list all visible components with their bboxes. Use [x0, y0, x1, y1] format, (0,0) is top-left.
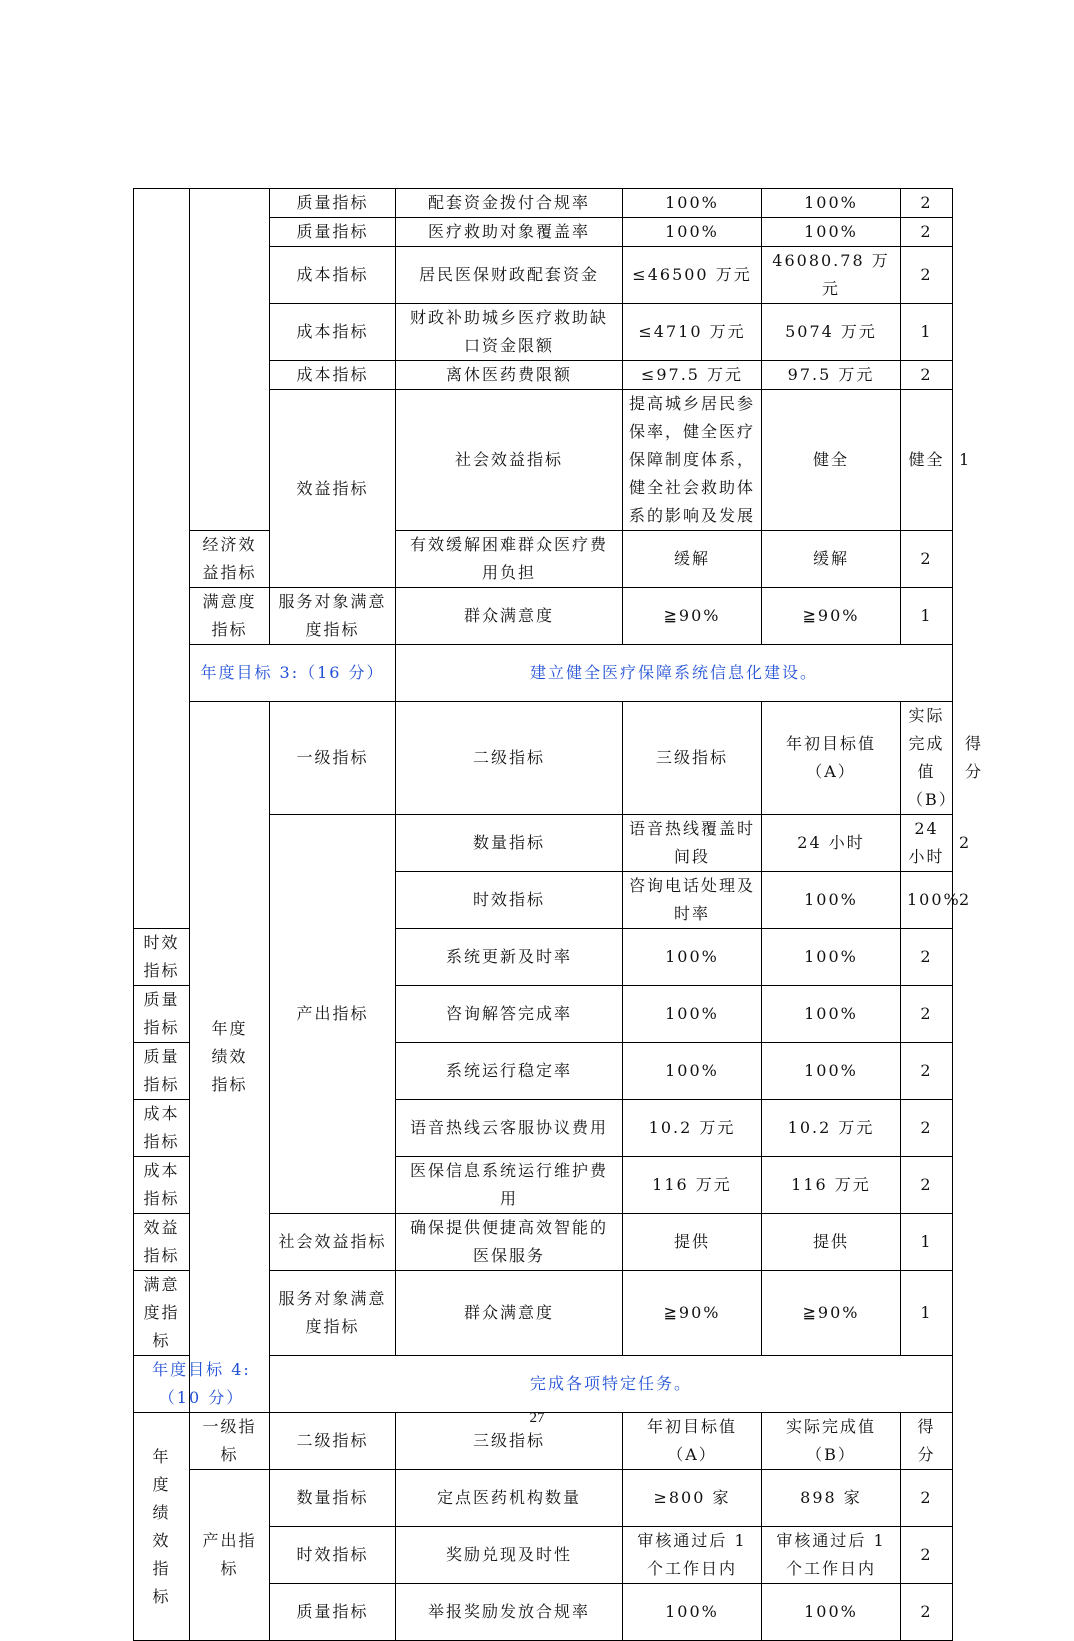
table-cell: 100%: [762, 929, 901, 986]
table-cell: 成本指标: [270, 361, 396, 390]
table-cell: ≧90%: [623, 1271, 762, 1356]
table-cell: 时效指标: [396, 872, 623, 929]
table-cell: 2: [901, 1157, 953, 1214]
table-cell: 116 万元: [762, 1157, 901, 1214]
table-cell: 46080.78 万元: [762, 247, 901, 304]
table-cell: 奖励兑现及时性: [396, 1527, 623, 1584]
table-cell: 财政补助城乡医疗救助缺口资金限额: [396, 304, 623, 361]
table-cell: 实际完成值（B）: [762, 1413, 901, 1470]
page-number: 27: [529, 1410, 545, 1426]
table-cell: 100%: [623, 986, 762, 1043]
table-cell: 成本指标: [134, 1100, 190, 1157]
table-cell: 100%: [623, 218, 762, 247]
table-row: 效益指标 社会效益指标 提高城乡居民参保率，健全医疗保障制度体系，健全社会救助体系的影响及发展 健全 健全 1: [134, 390, 953, 531]
table-cell: 年初目标值（A）: [623, 1413, 762, 1470]
table-cell: 100%: [623, 1584, 762, 1641]
table-cell: 二级指标: [270, 1413, 396, 1470]
table-cell: 群众满意度: [396, 588, 623, 645]
table-cell: ≧90%: [762, 1271, 901, 1356]
table-cell: 1: [901, 1214, 953, 1271]
table-cell: ≤46500 万元: [623, 247, 762, 304]
table-cell: 缓解: [623, 531, 762, 588]
table-row: [134, 1470, 953, 1527]
table-cell: 10.2 万元: [623, 1100, 762, 1157]
table-cell: 100%: [762, 1043, 901, 1100]
table-cell: 有效缓解困难群众医疗费用负担: [396, 531, 623, 588]
table-cell: 100%: [762, 872, 901, 929]
table-cell: 健全: [762, 390, 901, 531]
table-cell: 医保信息系统运行维护费用: [396, 1157, 623, 1214]
table-cell: 2: [901, 218, 953, 247]
table-cell: 成本指标: [270, 304, 396, 361]
table-cell: 100%: [623, 929, 762, 986]
side-label: 年度绩效指标: [134, 1413, 190, 1641]
table-cell: 2: [901, 189, 953, 218]
table-cell: 社会效益指标: [270, 1214, 396, 1271]
table-row: 产出指标 数量指标 语音热线覆盖时间段 24 小时 24 小时 2: [134, 815, 953, 872]
table-cell: 一级指标: [190, 1413, 270, 1470]
table-cell: 质量指标: [134, 986, 190, 1043]
table-cell: 质量指标: [270, 189, 396, 218]
table-cell: 97.5 万元: [762, 361, 901, 390]
table-cell: 离休医药费限额: [396, 361, 623, 390]
table-cell: 语音热线覆盖时间段: [623, 815, 762, 872]
table-cell: 得分: [901, 1413, 953, 1470]
table-cell: 一级指标: [270, 702, 396, 815]
table-cell: 二级指标: [396, 702, 623, 815]
table-cell: 医疗救助对象覆盖率: [396, 218, 623, 247]
table-cell: 100%: [762, 218, 901, 247]
level1-empty: [190, 189, 270, 531]
table-cell: 缓解: [762, 531, 901, 588]
table-cell: 116 万元: [623, 1157, 762, 1214]
table-cell: 语音热线云客服协议费用: [396, 1100, 623, 1157]
table-cell: 成本指标: [270, 247, 396, 304]
table-cell: 居民医保财政配套资金: [396, 247, 623, 304]
table-cell: 经济效益指标: [190, 531, 270, 588]
table-cell: 质量指标: [270, 218, 396, 247]
table-cell: 2: [901, 986, 953, 1043]
goal-text: 建立健全医疗保障系统信息化建设。: [396, 645, 953, 702]
level1-output: 产出指标: [270, 815, 396, 1214]
table-cell: 100%: [623, 189, 762, 218]
goal-row: [134, 645, 953, 702]
table-cell: 100%: [762, 189, 901, 218]
table-row: [134, 588, 953, 645]
level1-benefit: 效益指标: [270, 390, 396, 588]
table-cell: 提供: [762, 1214, 901, 1271]
table-row: 时效指标 咨询电话处理及时率 100% 100% 2: [134, 872, 953, 929]
table-cell: 时效指标: [270, 1527, 396, 1584]
table-cell: 数量指标: [270, 1470, 396, 1527]
table-cell: 系统运行稳定率: [396, 1043, 623, 1100]
table-cell: 24 小时: [762, 815, 901, 872]
table-cell: 898 家: [762, 1470, 901, 1527]
table-cell: 100%: [623, 1043, 762, 1100]
table-cell: 服务对象满意度指标: [270, 1271, 396, 1356]
table-cell: 1: [901, 588, 953, 645]
table-row: [134, 189, 953, 218]
table-cell: 24 小时: [901, 815, 953, 872]
header-row: 年度绩效指标 一级指标 二级指标 三级指标 年初目标值（A） 实际完成值（B） 得分: [134, 702, 953, 815]
table-cell: 1: [901, 1271, 953, 1356]
table-cell: 2: [901, 1584, 953, 1641]
table-cell: ≤4710 万元: [623, 304, 762, 361]
table-cell: 效益指标: [134, 1214, 190, 1271]
table-cell: 2: [901, 1100, 953, 1157]
table-cell: 成本指标: [134, 1157, 190, 1214]
level1-output: 产出指标: [190, 1470, 270, 1641]
table-cell: 满意度指标: [134, 1271, 190, 1356]
goal-label: 年度目标 4:（10 分）: [134, 1356, 270, 1413]
table-cell: 2: [901, 1527, 953, 1584]
table-cell: 2: [901, 531, 953, 588]
table-cell: 1: [901, 304, 953, 361]
table-cell: 配套资金拨付合规率: [396, 189, 623, 218]
table-cell: 2: [901, 929, 953, 986]
table-cell: 质量指标: [134, 1043, 190, 1100]
table-cell: 服务对象满意度指标: [270, 588, 396, 645]
table-cell: 2: [901, 1043, 953, 1100]
table-cell: ≧90%: [623, 588, 762, 645]
table-cell: 审核通过后 1 个工作日内: [762, 1527, 901, 1584]
table-cell: 2: [901, 247, 953, 304]
table-cell: 系统更新及时率: [396, 929, 623, 986]
table-cell: 三级指标: [623, 702, 762, 815]
table-cell: 提供: [623, 1214, 762, 1271]
table-cell: 时效指标: [134, 929, 190, 986]
table-cell: ≥800 家: [623, 1470, 762, 1527]
table-cell: 年初目标值（A）: [762, 702, 901, 815]
table-cell: 5074 万元: [762, 304, 901, 361]
table-cell: 举报奖励发放合规率: [396, 1584, 623, 1641]
goal-row: [134, 1356, 953, 1413]
table-cell: ≧90%: [762, 588, 901, 645]
table-cell: 100%: [762, 986, 901, 1043]
table-cell: 100%: [762, 1584, 901, 1641]
table-cell: 2: [901, 1470, 953, 1527]
side-label-empty: [134, 189, 190, 929]
table-cell: 2: [901, 361, 953, 390]
table-cell: 审核通过后 1 个工作日内: [623, 1527, 762, 1584]
table-cell: 质量指标: [270, 1584, 396, 1641]
table-cell: 健全: [901, 390, 953, 531]
table-cell: 群众满意度: [396, 1271, 623, 1356]
table-cell: 提高城乡居民参保率，健全医疗保障制度体系，健全社会救助体系的影响及发展: [623, 390, 762, 531]
table-cell: 100%: [901, 872, 953, 929]
table-cell: 定点医药机构数量: [396, 1470, 623, 1527]
side-label: 年度绩效指标: [190, 702, 270, 1413]
table-cell: 社会效益指标: [396, 390, 623, 531]
table-cell: 数量指标: [396, 815, 623, 872]
table-cell: 10.2 万元: [762, 1100, 901, 1157]
goal-text: 完成各项特定任务。: [270, 1356, 953, 1413]
table-cell: 咨询解答完成率: [396, 986, 623, 1043]
goal-label: 年度目标 3:（16 分）: [190, 645, 396, 702]
table-cell: 咨询电话处理及时率: [623, 872, 762, 929]
table-cell: 三级指标: [396, 1413, 623, 1470]
table-cell: 满意度指标: [190, 588, 270, 645]
table-cell: 实际完成值（B）: [901, 702, 953, 815]
table-cell: 确保提供便捷高效智能的医保服务: [396, 1214, 623, 1271]
table-cell: ≤97.5 万元: [623, 361, 762, 390]
table-row: [134, 531, 953, 588]
